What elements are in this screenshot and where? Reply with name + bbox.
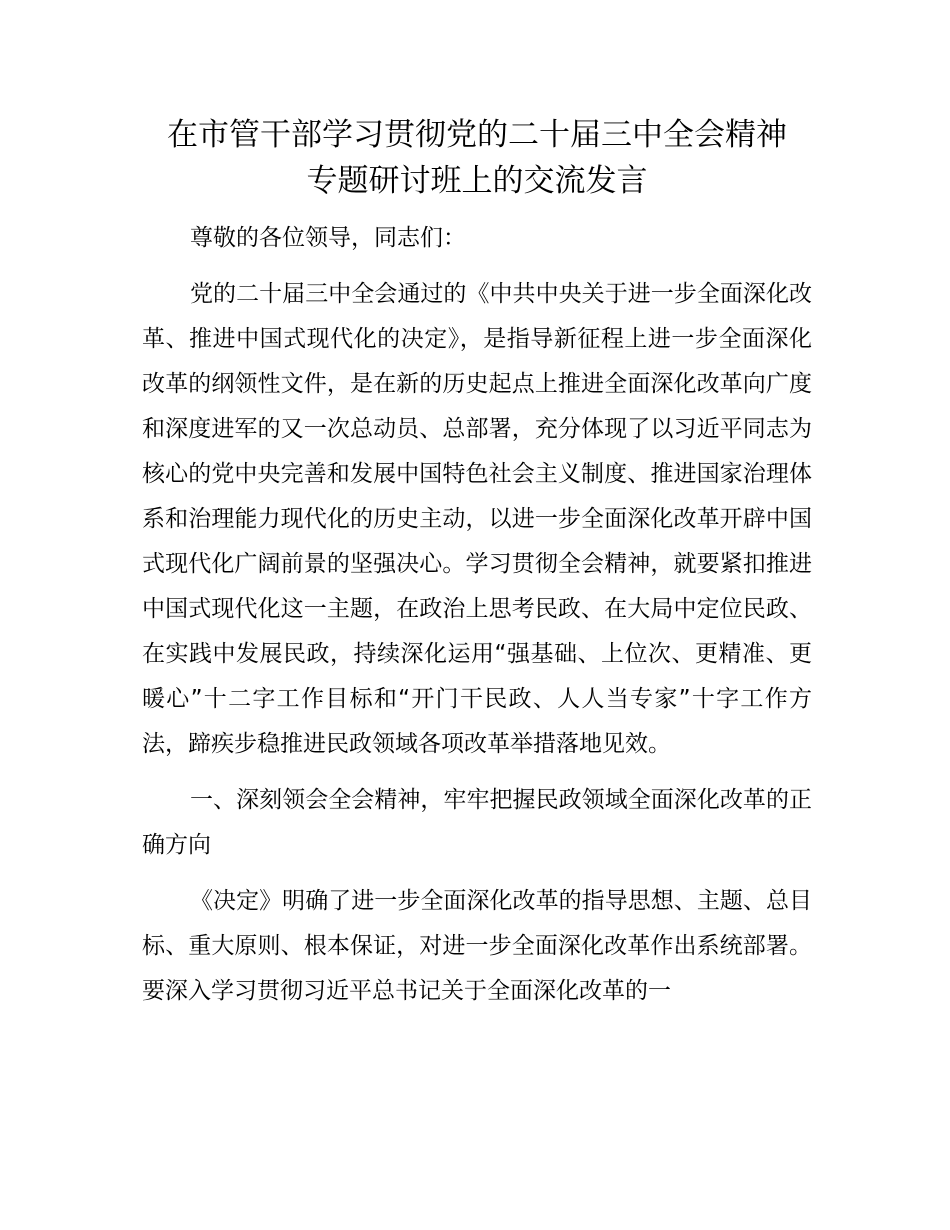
document-page (142, 112, 812, 1014)
title-line-1: 在市管干部学习贯彻党的二十届三中全会精神 (167, 117, 787, 153)
paragraph-1: 党的二十届三中全会通过的《中共中央关于进一步全面深化改革、推进中国式现代化的决定》，是指导新征程上进一步全面深化改革的纲领性文件，是在新的历史起点上推进全面深化改革向广度和深度进军的又一次总动员、总部署，充分体现了以习近平同志为核心的党中央完善和发展中国特色社会主义制度、推进国家治理体系和治理能力现代化的历史主动，以进一步全面深化改革开辟中国式现代化广阔前景的坚强决心。学习贯彻全会精神，就要紧扣推进中国式现代化这一主题，在政治上思考民政、在大局中定位民政、在实践中发展民政，持续深化运用“强基础、上位次、更精准、更暖心”十二字工作目标和“开门干民政、人人当专家”十字工作方法，蹄疾步稳推进民政领域各项改革举措落地见效。 (142, 281, 812, 757)
paragraph-2: 《决定》明确了进一步全面深化改革的指导思想、主题、总目标、重大原则、根本保证，对进一步全面深化改革作出系统部署。要深入学习贯彻习近平总书记关于全面深化改革的一 (142, 888, 812, 1004)
document-title (142, 112, 812, 204)
title-line-2: 专题研讨班上的交流发言 (306, 163, 648, 199)
section-heading-1: 一、深刻领会全会精神，牢牢把握民政领域全面深化改革的正确方向 (142, 787, 812, 858)
salutation: 尊敬的各位领导，同志们： (190, 225, 466, 251)
